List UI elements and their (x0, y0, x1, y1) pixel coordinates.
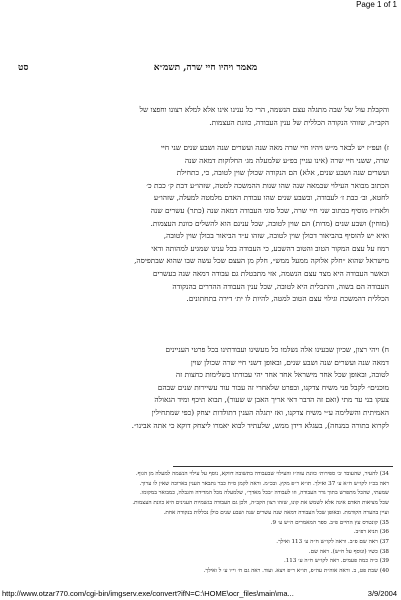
paragraph-line: שרה, ששני חיי שרה (אינו עניין בפ״ע שלמעלה מג׳ החלוקות דמאה שנה (184, 155, 389, 165)
footnotes (22, 470, 389, 577)
paragraph-line: הכתוב מבואר העילוי שבמאה שנה שהו שנות ההמשכה למטה, שזהו״ע דבת ק׳ כבת כ׳ (146, 180, 389, 190)
footnote: 34) להעיר, שהעובד ׳ב׳ ספירות׳ כוונת עוה״ז והעילוי שבעבודה בתשובה דווקא, נוסף על עילוי הנשמה למעלה מן הגוף. (135, 471, 389, 477)
intro-paragraph (22, 104, 389, 129)
source-url: http://www.otzar770.com/cgi-bin/imgserv.exe/convert?ifN=C:\HOME\ocr_files\main\ma... (2, 589, 294, 598)
paragraph-line: צעקו בני עד מתי (ואם זה הדבר דאי אריך האבן ש שעור), תבוא תיכף ומיד הגאולה (154, 395, 389, 405)
footnote: 35) קונטרס עץ החיים פ״ב. ספר המאמרים ה״ש ע׳ 9. (270, 519, 389, 526)
paragraph-line: וכאשר העבודה היא מצד עצם הנשמה, אזי מתבטלת גם עבודה דמאה שנה בעשרים (152, 268, 389, 278)
footnote-divider (173, 466, 393, 467)
footnote: 36) תניא רפ״ב. (353, 529, 389, 536)
footnote: ראה בכ״ז לקו״ש ח״א ע׳ 37 ואילך. תו״א ר״פ מקץ. ובכ״מ. וראה לקמן ס״ח כבר נתבאר הענין בארוכה שאין לו ערוך. (139, 480, 389, 487)
paragraph-line: ח) ויהי רצון, שכיון שבעינו אלה נשלמו כל מעשינו ועבודתינו בכל פרטי העניינים (165, 345, 389, 354)
footnote: ועיין בהערה הקודמת. ובאופן שכל העבודה דמאה שנה עשרים שנה ושבע שנים כולן נכללות בנקודה אחת. (163, 509, 389, 516)
paragraph-line: לקרוא בתורה במנחה), בעגלא דידן ממש, שלעתיד לבוא יאמרו ליצחק דוקא כי אתה אבינו״. (131, 420, 389, 430)
paragraph-line: מוכנים״ לקבל פני משיח צדקנו, ובפרט שלאחרי זה עבור עוד עשיירות שנים שבהם (157, 382, 389, 392)
paragraph-line: האמיתית והשלימה ע״י משיח צדקנו, ואז יתגלה הענין דתולדות יצחק (כפי שמתחילין (151, 407, 389, 417)
footnote: 40) שבת פט, ב. וראה אוה״ת עה״פ, תו״א ר״פ ויצא. ועוד. ראה גם ח׳ וי״ו ע׳ ל ואילך. (203, 568, 389, 575)
footnote: שמעתי, שהכל מתפרש בתוך גדר העבודה, וזו לעבודה ״בכל מאדך״, שלמעלה מכל המדידה והגבלה, כמבואר במקומו. (139, 490, 389, 497)
paragraph-line: ז) ועפ״ז יש לבאר מ״ש ויהיו חיי שרה מאה שנה ועשרים שנה ושבע שנים שני חיי (160, 143, 389, 152)
page-indicator: Page 1 of 1 (356, 0, 397, 9)
page-number: סט (18, 63, 29, 73)
paragraph-line: הכללית דהמשכת וגילוי עצם הטוב למטה, להיות לו ית׳ דירה בתחתונים. (186, 294, 389, 304)
footnote: 37) ראה שם פ״ב. וראה לקו״ש ח״ה ע׳ 113 ואילך. (276, 538, 389, 545)
paragraph-line: מישראל שהוא ״חלק אלוקה ממעל ממש״, חלק מן העצם שכל עשה שבו שהוא שבתפיסה, (134, 256, 389, 266)
footnote: שכל מציאות האדם אינה אלא לשמש את קונו, שזהו רצון הקב״ה, ולכן גם העבודה בגשמיות הענינים היא כוונת העצמות. (132, 500, 389, 507)
intro-line: והקבלת עול של שבה מתגלה עצם הנשמה, הרי כל ענינו אינו אלא למלא רצונו וחפצו של (139, 105, 389, 114)
intro-line: הקב״ה, שזוהי הנקודה הכללית של ענין העבודה, כוונת העצמות. (209, 117, 389, 127)
paragraph-8 (22, 344, 389, 432)
paragraph-line: דמאה שנה ועשרים שנה ושבע שנים, ובאופן דשני חיי שרה שכולן שוין (190, 357, 389, 367)
footnote: 39) כ״ה כמה פעמים. ראה לקו״ש ח״ה ע׳ 113. (283, 558, 389, 565)
paragraph-line: ואיא יש להוסיף בהביאור דכולן שוין לטובה, שזהו ע״ד הביאור בכולן שוין לטובה, (163, 231, 389, 241)
footnote: 38) כשיו (ונוסף על ח״ש). ראה שם. (308, 548, 389, 555)
page-header (18, 62, 393, 76)
paragraph-line: ועשרים שנה ושבע שנים, אלא) הם הנקודה שכולן שוין לטובה, כי, כתחילת (176, 168, 389, 178)
paragraph-line: לחטא, וב׳ כבת ז׳ לעבודה, ובשבע שנים שהו עבודת האדם מלמטה למעלה, שזהו״ע (153, 193, 389, 203)
paragraph-line: ולאח״ז מוסיף בכתוב שני חיי שרה, שכל סוגי העבודה דמאה שנה (כתר) עשרים שנה (150, 205, 389, 215)
paragraph-line: העבודה הם בשוה, והתכלית היא לטובה, שכל ענין העבודה ההדרים בהנקודה (172, 281, 389, 291)
paragraph-line: רמוז על עצם המקור הטוב והטוב דהשבע, כי העבודה בכל ענינו שמגיע למהותה ודאי (151, 243, 389, 253)
page-title: מאמר ויהיו חיי שרה, תשמ״א (153, 63, 258, 73)
paragraph-line: (מוחין) ושבע שנים (מדות) הם שוין לטובה, שכל ענינם הוא להשלים כוונת העצמות. (150, 218, 389, 228)
scanned-page (18, 18, 393, 573)
paragraph-line: לטובה, ובאופן שכל אחד מישראל אחד אחד יהי עבודתו בשלימות כחצות זה (175, 370, 389, 380)
paragraph-7 (22, 142, 389, 306)
print-date: 3/9/2004 (367, 589, 397, 598)
